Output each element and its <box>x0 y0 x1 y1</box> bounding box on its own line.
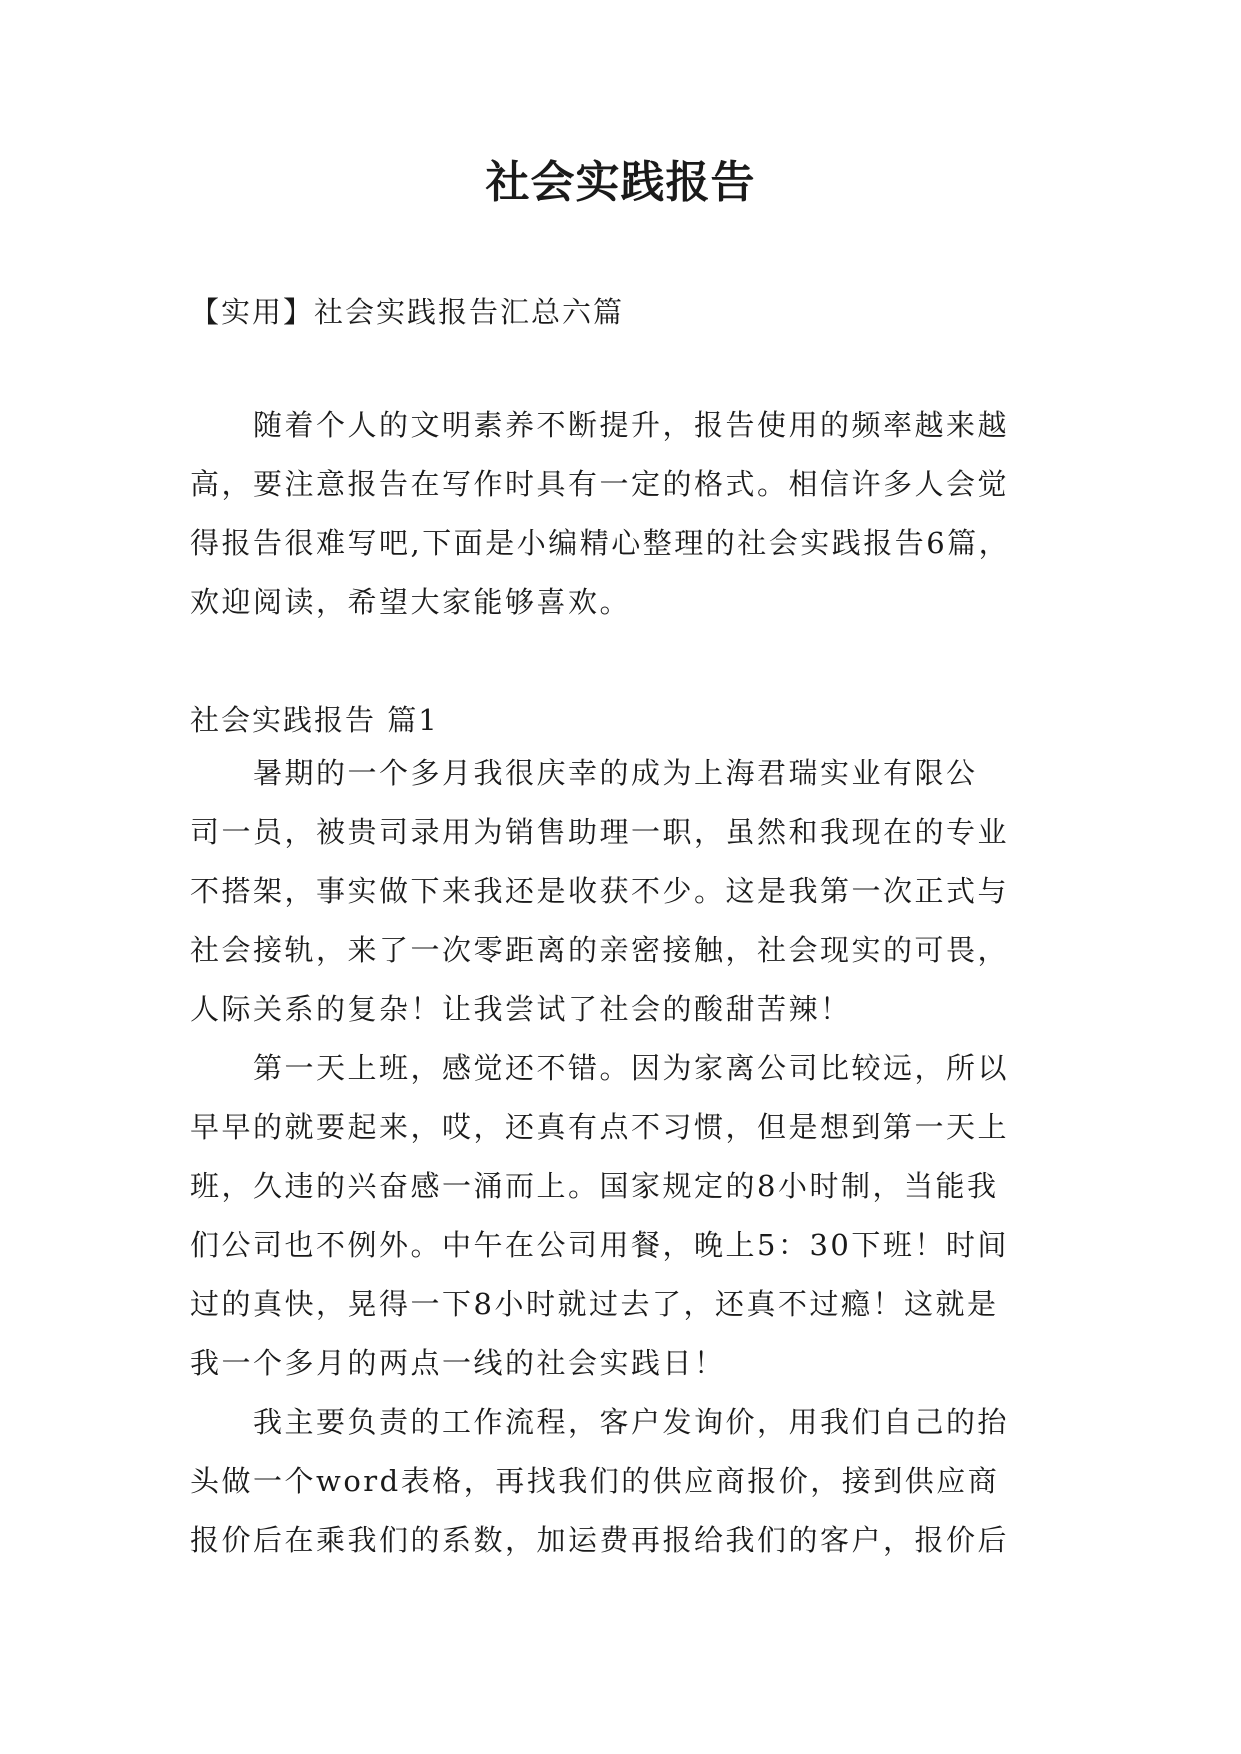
document-subtitle: 【实用】社会实践报告汇总六篇 <box>190 295 625 329</box>
body-line: 班，久违的兴奋感一涌而上。国家规定的8小时制，当能我 <box>190 1169 999 1203</box>
intro-line: 高，要注意报告在写作时具有一定的格式。相信许多人会觉 <box>190 467 1010 501</box>
body-line: 头做一个word表格，再找我们的供应商报价，接到供应商 <box>190 1464 1000 1498</box>
body-line: 报价后在乘我们的系数，加运费再报给我们的客户，报价后 <box>190 1523 1010 1557</box>
section-heading: 社会实践报告 篇1 <box>190 703 439 737</box>
document-title: 社会实践报告 <box>485 157 756 208</box>
intro-paragraph <box>190 396 1010 632</box>
body-line: 过的真快，晃得一下8小时就过去了，还真不过瘾！这就是 <box>190 1287 999 1321</box>
body-line: 暑期的一个多月我很庆幸的成为上海君瑞实业有限公 <box>190 756 978 790</box>
body-text <box>190 744 1009 1570</box>
body-line: 们公司也不例外。中午在公司用餐，晚上5：30下班！时间 <box>190 1228 1009 1262</box>
intro-line: 得报告很难写吧,下面是小编精心整理的社会实践报告6篇， <box>190 526 1011 560</box>
body-line: 社会接轨，来了一次零距离的亲密接触，社会现实的可畏， <box>190 933 1010 967</box>
body-line: 司一员，被贵司录用为销售助理一职，虽然和我现在的专业 <box>190 815 1010 849</box>
body-line: 我主要负责的工作流程，客户发询价，用我们自己的抬 <box>190 1405 1010 1439</box>
body-line: 不搭架，事实做下来我还是收获不少。这是我第一次正式与 <box>190 874 1010 908</box>
body-line: 第一天上班，感觉还不错。因为家离公司比较远，所以 <box>190 1051 1010 1085</box>
intro-line: 欢迎阅读，希望大家能够喜欢。 <box>190 585 632 619</box>
intro-line: 随着个人的文明素养不断提升，报告使用的频率越来越 <box>190 408 1010 442</box>
body-line: 人际关系的复杂！让我尝试了社会的酸甜苦辣！ <box>190 992 852 1026</box>
body-line: 我一个多月的两点一线的社会实践日！ <box>190 1346 726 1380</box>
body-line: 早早的就要起来，哎，还真有点不习惯，但是想到第一天上 <box>190 1110 1010 1144</box>
